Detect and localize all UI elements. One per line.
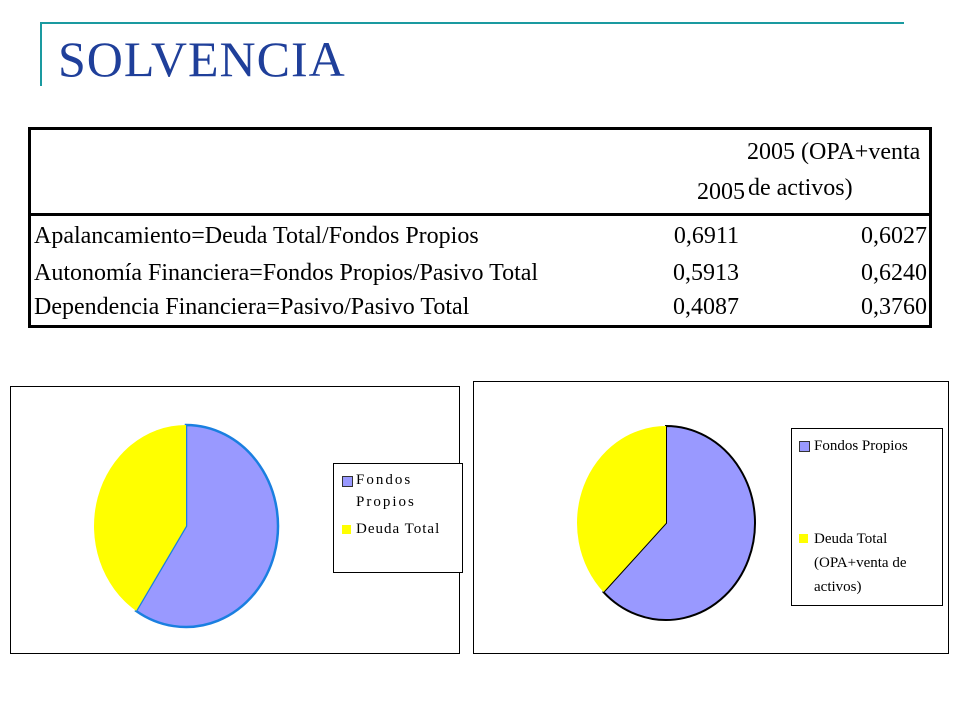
row-value-2005: 0,4087 xyxy=(673,294,739,320)
row-label: Dependencia Financiera=Pasivo/Pasivo Total xyxy=(34,294,470,320)
legend-swatch-deuda xyxy=(342,525,351,534)
legend-label-deuda-line3: activos) xyxy=(814,579,862,595)
legend-swatch-deuda xyxy=(799,534,808,543)
row-value-opa: 0,6240 xyxy=(861,260,927,286)
header-2005: 2005 xyxy=(697,179,745,205)
page-title: SOLVENCIA xyxy=(58,31,346,87)
pie-chart-svg xyxy=(474,382,784,653)
row-value-2005: 0,5913 xyxy=(673,260,739,286)
row-value-opa: 0,6027 xyxy=(861,223,927,249)
chart-legend xyxy=(333,463,463,573)
pie-chart-svg xyxy=(11,387,331,653)
accent-line-left xyxy=(40,22,42,86)
legend-label-fondos-line1: Fondos xyxy=(356,472,413,488)
ratios-table xyxy=(28,127,932,328)
legend-label-deuda: Deuda Total xyxy=(356,521,441,537)
legend-label-deuda-line2: (OPA+venta de xyxy=(814,555,907,571)
pie-chart-2005-opa xyxy=(473,381,949,654)
legend-label-fondos: Fondos Propios xyxy=(814,438,908,454)
row-label: Autonomía Financiera=Fondos Propios/Pasivo Total xyxy=(34,260,539,286)
legend-label-fondos-line2: Propios xyxy=(356,494,416,510)
legend-label-deuda-line1: Deuda Total xyxy=(814,531,888,547)
row-value-2005: 0,6911 xyxy=(673,223,739,249)
row-label: Apalancamiento=Deuda Total/Fondos Propios xyxy=(34,223,479,249)
legend-swatch-fondos xyxy=(799,441,810,452)
row-value-opa: 0,3760 xyxy=(861,294,927,320)
header-opa-line2: de activos) xyxy=(748,175,853,201)
pie-chart-2005 xyxy=(10,386,460,654)
header-separator xyxy=(31,213,929,216)
accent-line-top xyxy=(40,22,904,24)
legend-swatch-fondos xyxy=(342,476,353,487)
chart-legend xyxy=(791,428,943,606)
header-opa-line1: 2005 (OPA+venta xyxy=(747,139,921,165)
